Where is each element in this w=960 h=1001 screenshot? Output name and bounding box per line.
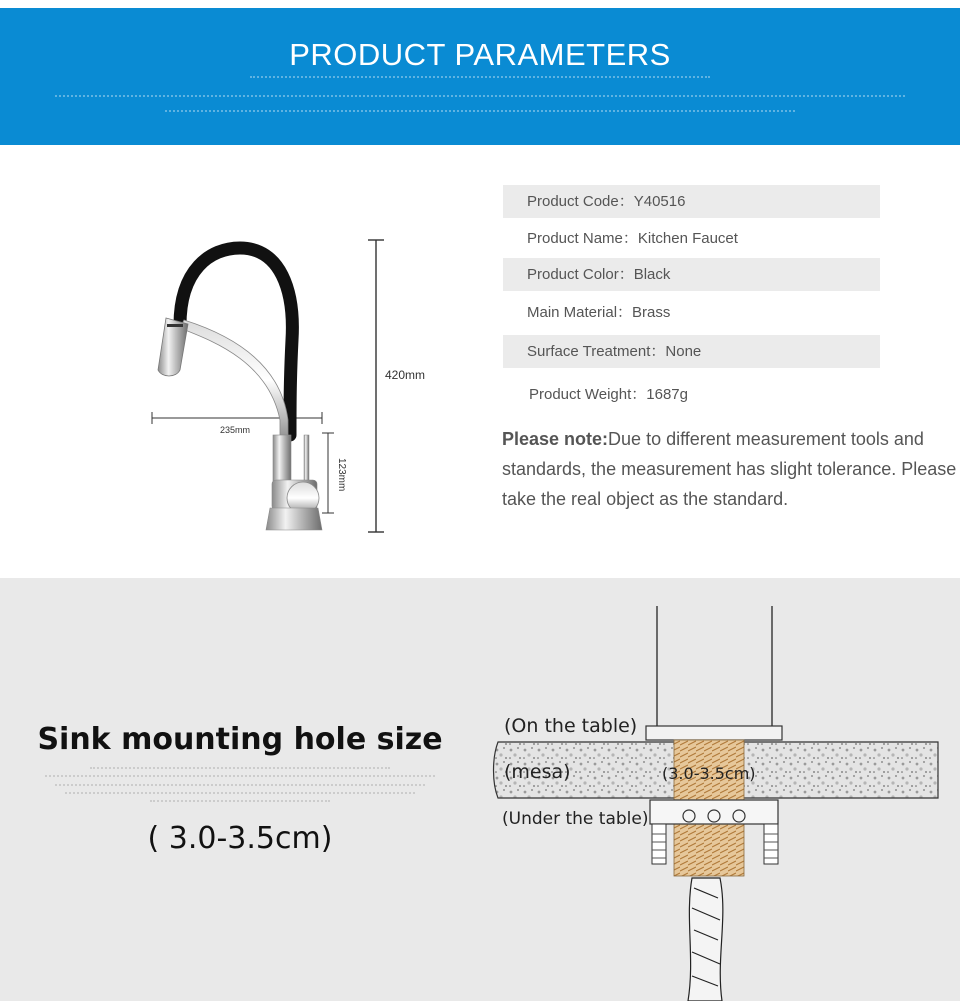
top-plate: [646, 726, 782, 740]
hole-size-text: ( 3.0-3.5cm): [147, 821, 333, 856]
faucet-base: [266, 508, 322, 530]
hole-size-label: (3.0-3.5cm): [662, 764, 756, 783]
param-surface-treatment: Surface Treatment：None: [503, 335, 880, 368]
mounting-nut: [650, 800, 778, 824]
param-product-color: Product Color：Black: [503, 258, 880, 291]
sink-section-title: Sink mounting hole size: [37, 722, 443, 757]
decorative-text-line: [45, 775, 435, 780]
mesa-label: (mesa): [504, 761, 571, 783]
header-banner: [0, 8, 960, 145]
decorative-text-line: [65, 792, 415, 797]
param-product-code: Product Code：Y40516: [503, 185, 880, 218]
handle-lever: [304, 435, 309, 485]
width-dimension-label: 235mm: [220, 425, 251, 435]
mounting-diagram: [480, 578, 960, 1001]
decorative-text-line: [165, 110, 795, 116]
base-dimension-label: 123mm: [336, 458, 347, 492]
param-main-material: Main Material：Brass: [527, 304, 671, 321]
black-hose: [180, 248, 292, 435]
under-table-label: (Under the table): [502, 809, 649, 829]
decorative-text-line: [55, 95, 905, 101]
faucet-illustration: [140, 230, 450, 540]
note-text: Due to different measurement tools and standards, the measurement has slight tolerance. Please take the real object as the standard.: [502, 429, 957, 509]
base-dimension-line: [322, 433, 334, 513]
sink-mounting-section: [0, 578, 960, 1001]
measurement-note: [502, 424, 957, 514]
note-label: Please note:: [502, 429, 609, 449]
param-product-weight: Product Weight：1687g: [529, 386, 688, 403]
param-product-name: Product Name：Kitchen Faucet: [527, 230, 738, 247]
spout-body: [180, 320, 288, 440]
height-dimension-label: 420mm: [385, 368, 426, 382]
decorative-text-line: [55, 784, 425, 789]
decorative-text-line: [90, 767, 390, 772]
decorative-text-line: [250, 76, 710, 82]
on-table-label: (On the table): [504, 715, 638, 737]
height-dimension-line: [368, 240, 384, 532]
decorative-text-line: [150, 800, 330, 805]
page-title: PRODUCT PARAMETERS: [289, 37, 671, 72]
